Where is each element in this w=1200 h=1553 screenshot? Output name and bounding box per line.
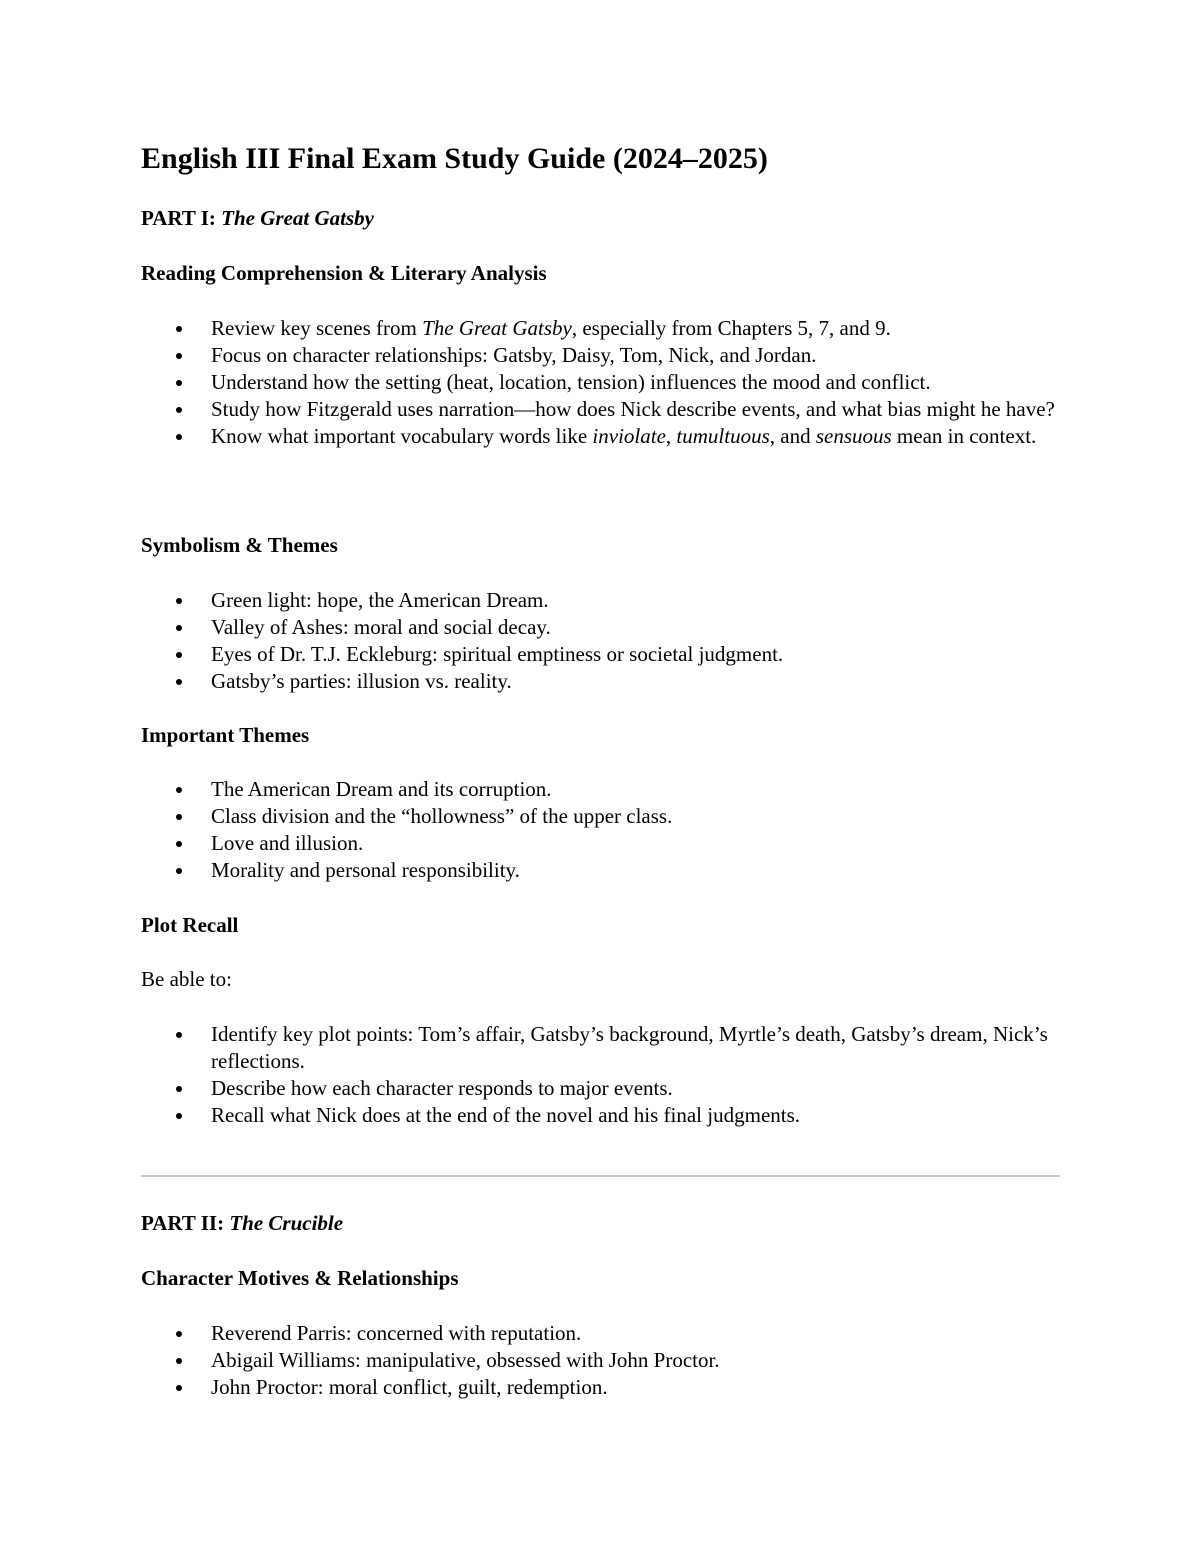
reading-list <box>176 315 1056 450</box>
list-item: Love and illusion. <box>176 830 1056 857</box>
list-item: Green light: hope, the American Dream. <box>176 587 1056 614</box>
section-divider <box>141 1175 1060 1177</box>
list-item: Identify key plot points: Tom’s affair, Gatsby’s background, Myrtle’s death, Gatsby’s dream, Nick’s reflections. <box>176 1021 1056 1075</box>
list-item: Class division and the “hollowness” of the upper class. <box>176 803 1056 830</box>
list-item: Reverend Parris: concerned with reputation. <box>176 1320 1056 1347</box>
characters-list <box>176 1320 1056 1401</box>
section-heading-symbolism: Symbolism & Themes <box>141 533 338 557</box>
part-2-label: PART II: <box>141 1211 225 1235</box>
part-1-book-title: The Great Gatsby <box>221 206 374 230</box>
part-1-label: PART I: <box>141 206 216 230</box>
section-heading-themes: Important Themes <box>141 723 310 747</box>
list-item: Valley of Ashes: moral and social decay. <box>176 614 1056 641</box>
section-heading-characters: Character Motives & Relationships <box>141 1266 459 1290</box>
list-item: John Proctor: moral conflict, guilt, redemption. <box>176 1374 1056 1401</box>
plot-intro: Be able to: <box>141 967 232 991</box>
list-item: Know what important vocabulary words like inviolate, tumultuous, and sensuous mean in context. <box>176 423 1056 450</box>
symbolism-list <box>176 587 1056 695</box>
part-2-book-title: The Crucible <box>229 1211 344 1235</box>
part-2-heading <box>141 1211 343 1236</box>
list-item: Study how Fitzgerald uses narration—how does Nick describe events, and what bias might he have? <box>176 396 1056 423</box>
section-heading-reading: Reading Comprehension & Literary Analysis <box>141 261 547 285</box>
list-item: Abigail Williams: manipulative, obsessed with John Proctor. <box>176 1347 1056 1374</box>
themes-list <box>176 776 1056 884</box>
list-item: Eyes of Dr. T.J. Eckleburg: spiritual emptiness or societal judgment. <box>176 641 1056 668</box>
list-item: Gatsby’s parties: illusion vs. reality. <box>176 668 1056 695</box>
part-1-heading <box>141 206 374 231</box>
list-item: Describe how each character responds to major events. <box>176 1075 1056 1102</box>
section-heading-plot: Plot Recall <box>141 913 239 937</box>
list-item: Recall what Nick does at the end of the novel and his final judgments. <box>176 1102 1056 1129</box>
document-title: English III Final Exam Study Guide (2024–2025) <box>141 142 768 175</box>
list-item: Review key scenes from The Great Gatsby, especially from Chapters 5, 7, and 9. <box>176 315 1056 342</box>
list-item: Understand how the setting (heat, location, tension) influences the mood and conflict. <box>176 369 1056 396</box>
list-item: The American Dream and its corruption. <box>176 776 1056 803</box>
list-item: Focus on character relationships: Gatsby, Daisy, Tom, Nick, and Jordan. <box>176 342 1056 369</box>
list-item: Morality and personal responsibility. <box>176 857 1056 884</box>
plot-list <box>176 1021 1056 1129</box>
